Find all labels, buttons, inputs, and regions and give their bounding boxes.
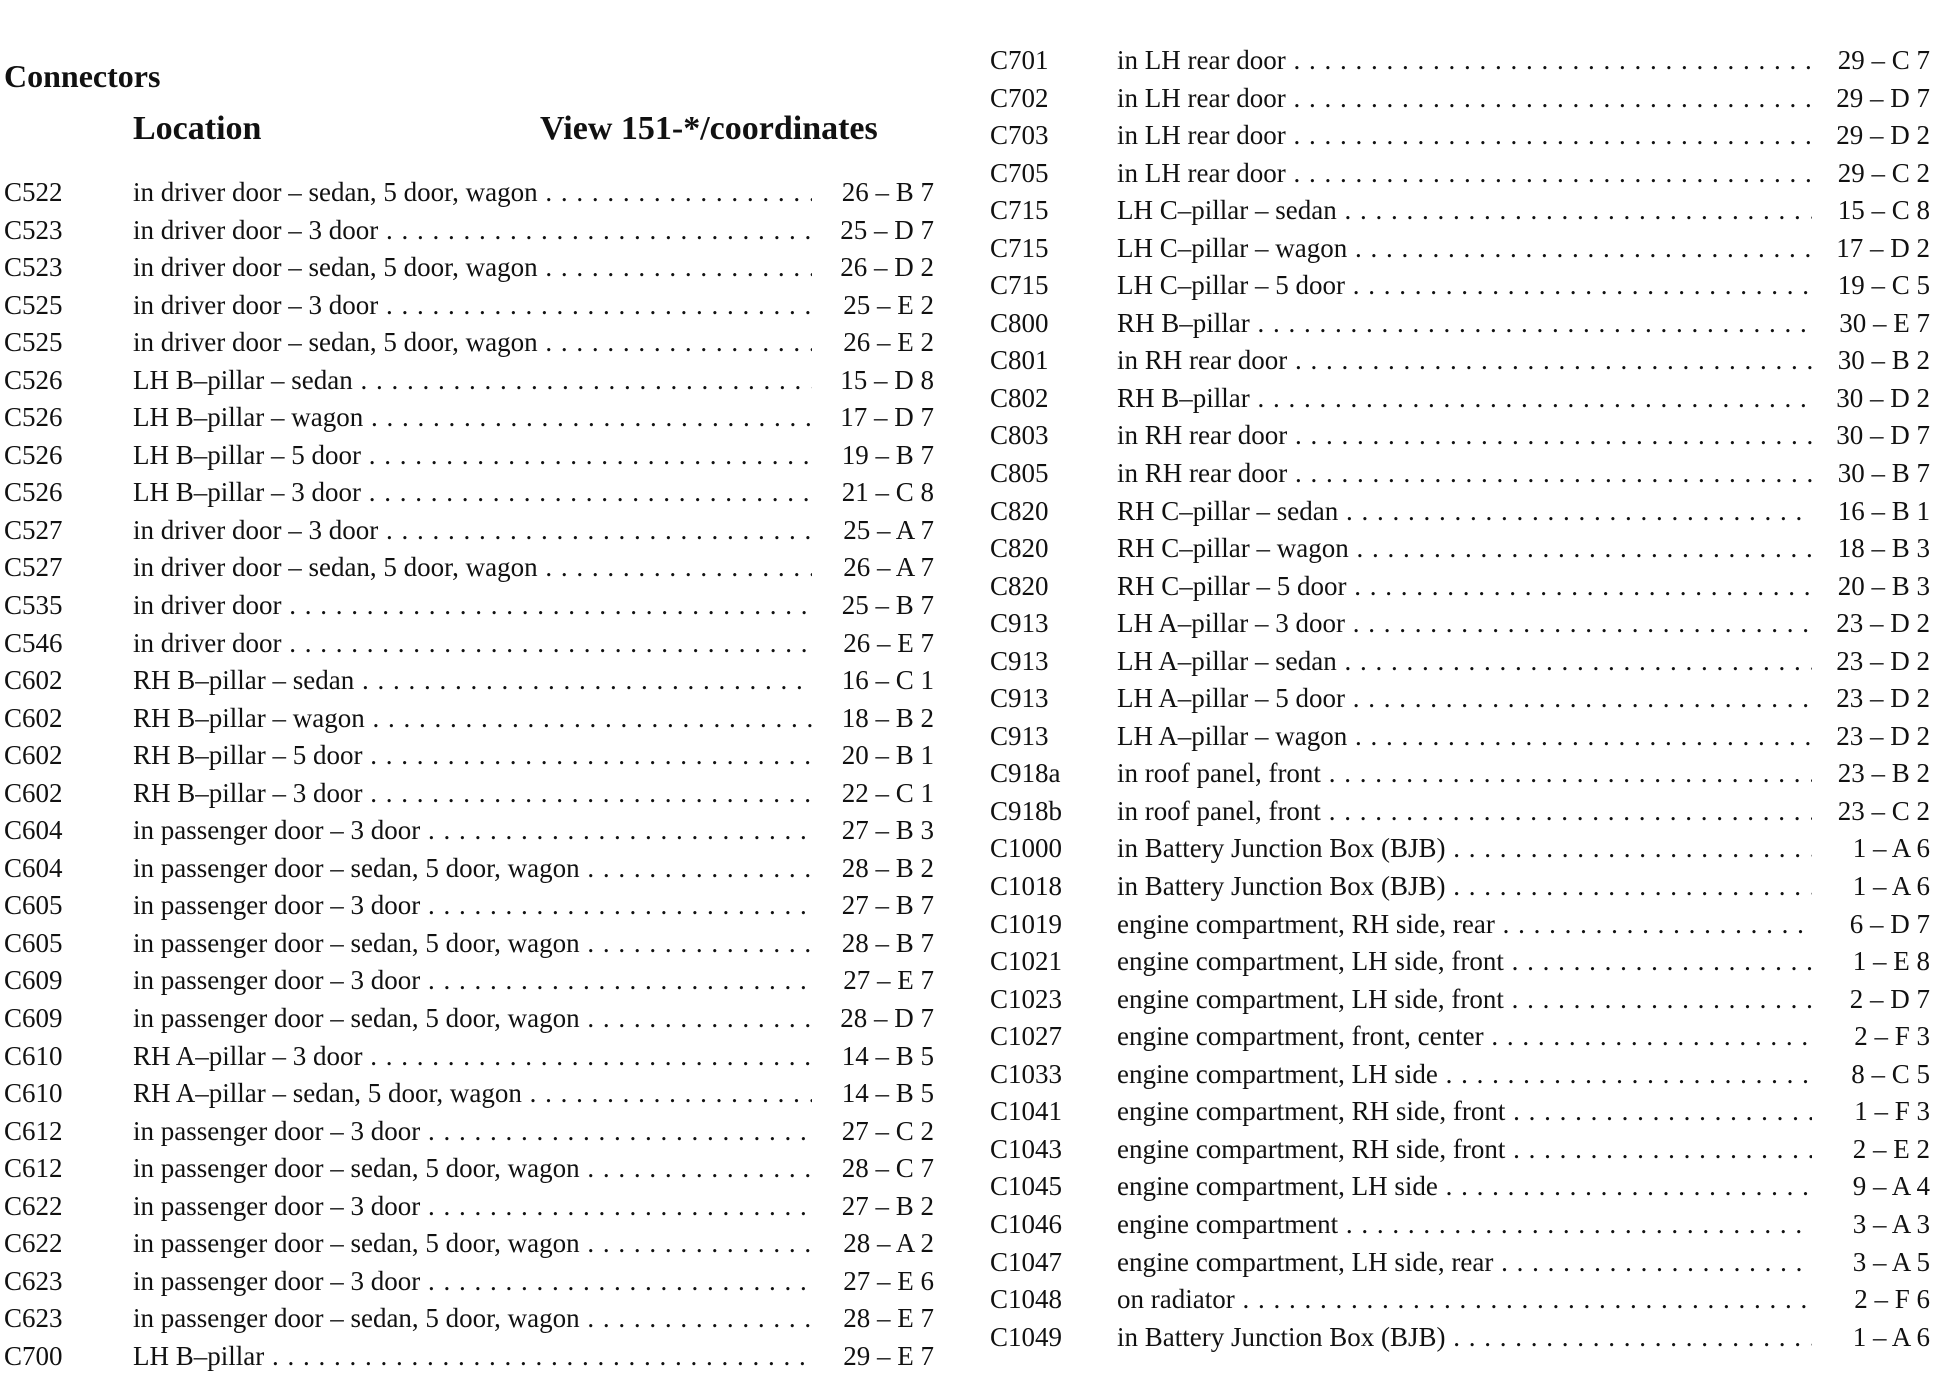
connector-coordinates: 26 – E 2 <box>843 327 934 358</box>
connector-row <box>990 1131 1930 1169</box>
connector-row <box>990 1056 1930 1094</box>
connector-code: C609 <box>4 1003 63 1034</box>
connector-location: in passenger door – sedan, 5 door, wagon . . . <box>133 1150 812 1188</box>
connector-coordinates: 30 – D 2 <box>1836 382 1930 413</box>
connector-location: in passenger door – sedan, 5 door, wagon . . . <box>133 1000 812 1038</box>
connector-coordinates: 28 – D 7 <box>840 1003 934 1034</box>
connector-code: C526 <box>4 477 63 508</box>
connector-coordinates: 23 – D 2 <box>1836 645 1930 676</box>
connector-coordinates: 19 – B 7 <box>841 439 934 470</box>
connector-coordinates: 6 – D 7 <box>1849 908 1930 939</box>
connector-coordinates: 27 – E 7 <box>843 965 934 996</box>
connector-location: in roof panel, front . . . <box>1117 755 1812 793</box>
connector-row <box>4 662 934 700</box>
connector-row <box>4 925 934 963</box>
connector-row <box>990 230 1930 268</box>
location-column-header: Location <box>133 110 262 147</box>
connector-coordinates: 21 – C 8 <box>841 477 934 508</box>
connector-location: in driver door – sedan, 5 door, wagon . . . <box>133 549 812 587</box>
connector-code: C622 <box>4 1228 63 1259</box>
connector-coordinates: 23 – C 2 <box>1837 795 1930 826</box>
connector-coordinates: 18 – B 2 <box>841 702 934 733</box>
connector-row <box>4 1263 934 1301</box>
connector-row <box>990 267 1930 305</box>
connector-location: LH B–pillar – sedan . . . <box>133 362 812 400</box>
connector-row <box>4 212 934 250</box>
connector-row <box>990 1093 1930 1131</box>
connector-row <box>4 737 934 775</box>
connector-location: RH B–pillar – wagon . . . <box>133 700 812 738</box>
connector-row <box>990 305 1930 343</box>
connector-row <box>990 80 1930 118</box>
connector-row <box>990 417 1930 455</box>
connector-row <box>4 399 934 437</box>
connector-code: C602 <box>4 740 63 771</box>
connector-code: C1018 <box>990 871 1063 902</box>
connector-row <box>4 1225 934 1263</box>
connector-location: in RH rear door . . . <box>1117 455 1812 493</box>
connector-code: C604 <box>4 815 63 846</box>
connector-row <box>990 380 1930 418</box>
connector-coordinates: 29 – D 7 <box>1836 82 1930 113</box>
connector-row <box>990 155 1930 193</box>
connector-coordinates: 1 – A 6 <box>1852 833 1930 864</box>
connector-code: C612 <box>4 1153 63 1184</box>
connector-code: C1047 <box>990 1246 1063 1277</box>
connector-location: in passenger door – 3 door . . . <box>133 1188 812 1226</box>
connector-coordinates: 23 – D 2 <box>1836 720 1930 751</box>
connector-location: in Battery Junction Box (BJB) . . . <box>1117 868 1812 906</box>
connector-location: engine compartment . . . <box>1117 1206 1812 1244</box>
connector-location: RH C–pillar – sedan . . . <box>1117 493 1812 531</box>
connector-code: C1049 <box>990 1321 1063 1352</box>
connector-location: in roof panel, front . . . <box>1117 793 1812 831</box>
connector-code: C913 <box>990 645 1049 676</box>
connector-coordinates: 29 – E 7 <box>843 1340 934 1371</box>
connector-coordinates: 26 – D 2 <box>840 252 934 283</box>
connector-coordinates: 14 – B 5 <box>841 1040 934 1071</box>
page-title: Connectors <box>4 58 161 94</box>
connector-row <box>4 962 934 1000</box>
connector-coordinates: 1 – A 6 <box>1852 871 1930 902</box>
connector-coordinates: 27 – C 2 <box>841 1115 934 1146</box>
connector-code: C1023 <box>990 983 1063 1014</box>
connector-row <box>4 887 934 925</box>
connector-coordinates: 30 – E 7 <box>1839 307 1930 338</box>
connector-code: C913 <box>990 720 1049 751</box>
connector-code: C703 <box>990 120 1049 151</box>
connector-location: in passenger door – sedan, 5 door, wagon . . . <box>133 850 812 888</box>
connector-location: RH B–pillar . . . <box>1117 380 1812 418</box>
connector-location: in passenger door – 3 door . . . <box>133 1113 812 1151</box>
connector-location: in passenger door – sedan, 5 door, wagon . . . <box>133 1300 812 1338</box>
connector-row <box>990 830 1930 868</box>
connector-row <box>990 643 1930 681</box>
connector-code: C546 <box>4 627 63 658</box>
connector-coordinates: 28 – C 7 <box>841 1153 934 1184</box>
connector-code: C525 <box>4 327 63 358</box>
connector-coordinates: 29 – C 7 <box>1837 45 1930 75</box>
connector-row <box>990 1319 1930 1357</box>
connector-row <box>4 1113 934 1151</box>
connector-coordinates: 26 – B 7 <box>841 177 934 207</box>
connector-row <box>4 587 934 625</box>
connector-code: C609 <box>4 965 63 996</box>
connector-code: C1048 <box>990 1284 1063 1315</box>
connector-coordinates: 30 – B 7 <box>1837 458 1930 489</box>
connector-code: C701 <box>990 45 1049 75</box>
connector-coordinates: 27 – B 2 <box>841 1190 934 1221</box>
connector-location: in passenger door – 3 door . . . <box>133 962 812 1000</box>
connector-row <box>4 512 934 550</box>
connector-code: C1045 <box>990 1171 1063 1202</box>
connector-coordinates: 3 – A 5 <box>1852 1246 1930 1277</box>
connector-row <box>990 1281 1930 1319</box>
connector-code: C526 <box>4 439 63 470</box>
connector-code: C700 <box>4 1340 63 1371</box>
connector-location: in passenger door – sedan, 5 door, wagon . . . <box>133 1225 812 1263</box>
connector-row <box>4 1188 934 1226</box>
connector-coordinates: 16 – C 1 <box>841 665 934 696</box>
connector-coordinates: 2 – E 2 <box>1852 1133 1930 1164</box>
connector-location: on radiator . . . <box>1117 1281 1812 1319</box>
connector-location: in driver door – sedan, 5 door, wagon . . . <box>133 174 812 212</box>
connector-coordinates: 26 – A 7 <box>843 552 934 583</box>
connector-location: in LH rear door . . . <box>1117 80 1812 118</box>
connector-coordinates: 14 – B 5 <box>841 1078 934 1109</box>
connector-location: RH C–pillar – wagon . . . <box>1117 530 1812 568</box>
connector-row <box>4 249 934 287</box>
connector-coordinates: 19 – C 5 <box>1837 270 1930 301</box>
connector-coordinates: 1 – F 3 <box>1854 1096 1930 1127</box>
connector-code: C527 <box>4 552 63 583</box>
connector-code: C702 <box>990 82 1049 113</box>
connector-row <box>990 680 1930 718</box>
connector-row <box>990 755 1930 793</box>
connector-location: in passenger door – 3 door . . . <box>133 887 812 925</box>
connector-row <box>990 530 1930 568</box>
connector-coordinates: 9 – A 4 <box>1852 1171 1930 1202</box>
connector-coordinates: 29 – C 2 <box>1837 157 1930 188</box>
connector-location: LH B–pillar . . . <box>133 1338 812 1376</box>
connector-row <box>990 1168 1930 1206</box>
connector-code: C623 <box>4 1303 63 1334</box>
connector-location: in passenger door – 3 door . . . <box>133 1263 812 1301</box>
connector-location: RH B–pillar – sedan . . . <box>133 662 812 700</box>
connector-coordinates: 8 – C 5 <box>1851 1058 1930 1089</box>
connector-coordinates: 27 – B 7 <box>841 890 934 921</box>
connector-location: in passenger door – 3 door . . . <box>133 812 812 850</box>
connector-row <box>990 868 1930 906</box>
connector-coordinates: 15 – D 8 <box>840 364 934 395</box>
connector-coordinates: 30 – D 7 <box>1836 420 1930 451</box>
connector-coordinates: 2 – F 3 <box>1854 1021 1930 1052</box>
connector-code: C1019 <box>990 908 1063 939</box>
connector-coordinates: 27 – E 6 <box>843 1265 934 1296</box>
connector-coordinates: 17 – D 2 <box>1836 232 1930 263</box>
connector-code: C526 <box>4 402 63 433</box>
connector-row <box>990 906 1930 944</box>
connector-code: C715 <box>990 232 1049 263</box>
connector-location: in passenger door – sedan, 5 door, wagon . . . <box>133 925 812 963</box>
connector-code: C535 <box>4 590 63 621</box>
connector-row <box>990 793 1930 831</box>
connector-row <box>4 324 934 362</box>
connector-coordinates: 16 – B 1 <box>1837 495 1930 526</box>
connector-row <box>990 493 1930 531</box>
connector-row <box>4 812 934 850</box>
connector-coordinates: 2 – F 6 <box>1854 1284 1930 1315</box>
connector-location: in RH rear door . . . <box>1117 417 1812 455</box>
connector-row <box>4 474 934 512</box>
connector-location: LH A–pillar – 3 door . . . <box>1117 605 1812 643</box>
connector-row <box>4 1338 934 1376</box>
connector-coordinates: 20 – B 1 <box>841 740 934 771</box>
connector-code: C523 <box>4 252 63 283</box>
connector-coordinates: 26 – E 7 <box>843 627 934 658</box>
connector-coordinates: 23 – B 2 <box>1837 758 1930 789</box>
connector-coordinates: 3 – A 3 <box>1852 1208 1930 1239</box>
connector-code: C604 <box>4 852 63 883</box>
connector-code: C1046 <box>990 1208 1063 1239</box>
connector-list-left <box>4 174 934 1376</box>
connector-code: C622 <box>4 1190 63 1221</box>
connector-code: C527 <box>4 514 63 545</box>
connector-location: in driver door – 3 door . . . <box>133 212 812 250</box>
connector-row <box>4 1038 934 1076</box>
connector-location: LH B–pillar – 3 door . . . <box>133 474 812 512</box>
connector-code: C605 <box>4 927 63 958</box>
connector-code: C1000 <box>990 833 1063 864</box>
connector-location: LH A–pillar – wagon . . . <box>1117 718 1812 756</box>
connector-code: C820 <box>990 495 1049 526</box>
connector-location: in driver door . . . <box>133 625 812 663</box>
connector-code: C805 <box>990 458 1049 489</box>
connector-location: LH C–pillar – 5 door . . . <box>1117 267 1812 305</box>
connector-location: LH A–pillar – 5 door . . . <box>1117 680 1812 718</box>
connector-row <box>4 850 934 888</box>
connector-code: C605 <box>4 890 63 921</box>
connector-row <box>990 568 1930 606</box>
connector-row <box>990 342 1930 380</box>
connector-code: C523 <box>4 214 63 245</box>
connector-location: RH C–pillar – 5 door . . . <box>1117 568 1812 606</box>
connector-row <box>990 1018 1930 1056</box>
connector-code: C610 <box>4 1078 63 1109</box>
connector-coordinates: 28 – B 7 <box>841 927 934 958</box>
connector-location: engine compartment, LH side . . . <box>1117 1168 1812 1206</box>
connector-code: C1027 <box>990 1021 1063 1052</box>
connector-row <box>990 981 1930 1019</box>
connector-coordinates: 15 – C 8 <box>1837 195 1930 226</box>
connector-location: engine compartment, RH side, front . . . <box>1117 1131 1812 1169</box>
connector-code: C913 <box>990 608 1049 639</box>
connector-row <box>990 943 1930 981</box>
connector-row <box>4 700 934 738</box>
view-column-header: View 151-*/coordinates <box>540 110 878 147</box>
connector-code: C526 <box>4 364 63 395</box>
connector-row <box>4 775 934 813</box>
connector-location: LH C–pillar – sedan . . . <box>1117 192 1812 230</box>
connector-code: C1033 <box>990 1058 1063 1089</box>
connector-location: LH C–pillar – wagon . . . <box>1117 230 1812 268</box>
connector-row <box>990 455 1930 493</box>
connector-location: in LH rear door . . . <box>1117 42 1812 80</box>
connector-row <box>990 718 1930 756</box>
connector-code: C610 <box>4 1040 63 1071</box>
connector-code: C602 <box>4 702 63 733</box>
connector-location: in driver door – 3 door . . . <box>133 512 812 550</box>
connector-location: in Battery Junction Box (BJB) . . . <box>1117 830 1812 868</box>
connector-location: engine compartment, LH side . . . <box>1117 1056 1812 1094</box>
connector-location: engine compartment, LH side, front . . . <box>1117 981 1812 1019</box>
connector-location: in LH rear door . . . <box>1117 117 1812 155</box>
connector-code: C602 <box>4 777 63 808</box>
connector-row <box>990 1244 1930 1282</box>
connector-location: LH A–pillar – sedan . . . <box>1117 643 1812 681</box>
connector-location: engine compartment, front, center . . . <box>1117 1018 1812 1056</box>
connector-code: C705 <box>990 157 1049 188</box>
connector-code: C525 <box>4 289 63 320</box>
connector-row <box>4 1000 934 1038</box>
connector-code: C800 <box>990 307 1049 338</box>
connector-code: C715 <box>990 270 1049 301</box>
connector-row <box>990 605 1930 643</box>
connector-location: RH A–pillar – 3 door . . . <box>133 1038 812 1076</box>
connector-location: LH B–pillar – wagon . . . <box>133 399 812 437</box>
connector-location: in driver door – sedan, 5 door, wagon . . . <box>133 324 812 362</box>
connector-code: C802 <box>990 382 1049 413</box>
connector-row <box>4 362 934 400</box>
connector-location: engine compartment, RH side, rear . . . <box>1117 906 1812 944</box>
connector-coordinates: 23 – D 2 <box>1836 608 1930 639</box>
connector-row <box>4 1075 934 1113</box>
connector-coordinates: 17 – D 7 <box>840 402 934 433</box>
connector-code: C623 <box>4 1265 63 1296</box>
connector-row <box>4 287 934 325</box>
connector-location: engine compartment, LH side, front . . . <box>1117 943 1812 981</box>
connector-coordinates: 28 – A 2 <box>843 1228 934 1259</box>
connector-code: C1041 <box>990 1096 1063 1127</box>
connector-coordinates: 29 – D 2 <box>1836 120 1930 151</box>
connector-coordinates: 25 – E 2 <box>843 289 934 320</box>
connector-code: C918b <box>990 795 1063 826</box>
connector-row <box>4 1150 934 1188</box>
connector-code: C602 <box>4 665 63 696</box>
connector-coordinates: 25 – A 7 <box>843 514 934 545</box>
connector-coordinates: 1 – A 6 <box>1852 1321 1930 1352</box>
connector-location: in driver door . . . <box>133 587 812 625</box>
connector-coordinates: 25 – B 7 <box>841 590 934 621</box>
connector-row <box>4 549 934 587</box>
connector-row <box>990 1206 1930 1244</box>
connector-location: RH A–pillar – sedan, 5 door, wagon . . . <box>133 1075 812 1113</box>
connector-row <box>990 117 1930 155</box>
connector-location: LH B–pillar – 5 door . . . <box>133 437 812 475</box>
connector-location: in RH rear door . . . <box>1117 342 1812 380</box>
connector-location: engine compartment, LH side, rear . . . <box>1117 1244 1812 1282</box>
connector-code: C803 <box>990 420 1049 451</box>
connector-coordinates: 2 – D 7 <box>1849 983 1930 1014</box>
connector-code: C820 <box>990 570 1049 601</box>
connector-row <box>4 174 934 212</box>
connector-location: RH B–pillar . . . <box>1117 305 1812 343</box>
connector-code: C801 <box>990 345 1049 376</box>
connector-code: C612 <box>4 1115 63 1146</box>
connector-coordinates: 28 – E 7 <box>843 1303 934 1334</box>
connector-location: in LH rear door . . . <box>1117 155 1812 193</box>
connector-coordinates: 30 – B 2 <box>1837 345 1930 376</box>
connector-row <box>990 192 1930 230</box>
connector-coordinates: 28 – B 2 <box>841 852 934 883</box>
connector-code: C820 <box>990 533 1049 564</box>
connector-row <box>4 625 934 663</box>
connector-code: C1043 <box>990 1133 1063 1164</box>
connector-code: C1021 <box>990 946 1063 977</box>
connector-location: engine compartment, RH side, front . . . <box>1117 1093 1812 1131</box>
connector-coordinates: 18 – B 3 <box>1837 533 1930 564</box>
connector-code: C913 <box>990 683 1049 714</box>
connector-location: RH B–pillar – 5 door . . . <box>133 737 812 775</box>
connector-row <box>990 42 1930 80</box>
connector-coordinates: 23 – D 2 <box>1836 683 1930 714</box>
connector-coordinates: 1 – E 8 <box>1852 946 1930 977</box>
connector-row <box>4 437 934 475</box>
connector-coordinates: 22 – C 1 <box>841 777 934 808</box>
connector-list-right <box>990 42 1930 1356</box>
connector-coordinates: 27 – B 3 <box>841 815 934 846</box>
connector-code: C522 <box>4 177 63 207</box>
connector-location: in Battery Junction Box (BJB) . . . <box>1117 1319 1812 1357</box>
connector-coordinates: 20 – B 3 <box>1837 570 1930 601</box>
connector-code: C715 <box>990 195 1049 226</box>
connector-location: in driver door – sedan, 5 door, wagon . . . <box>133 249 812 287</box>
connector-location: RH B–pillar – 3 door . . . <box>133 775 812 813</box>
connector-code: C918a <box>990 758 1061 789</box>
connector-row <box>4 1300 934 1338</box>
connector-location: in driver door – 3 door . . . <box>133 287 812 325</box>
connector-coordinates: 25 – D 7 <box>840 214 934 245</box>
